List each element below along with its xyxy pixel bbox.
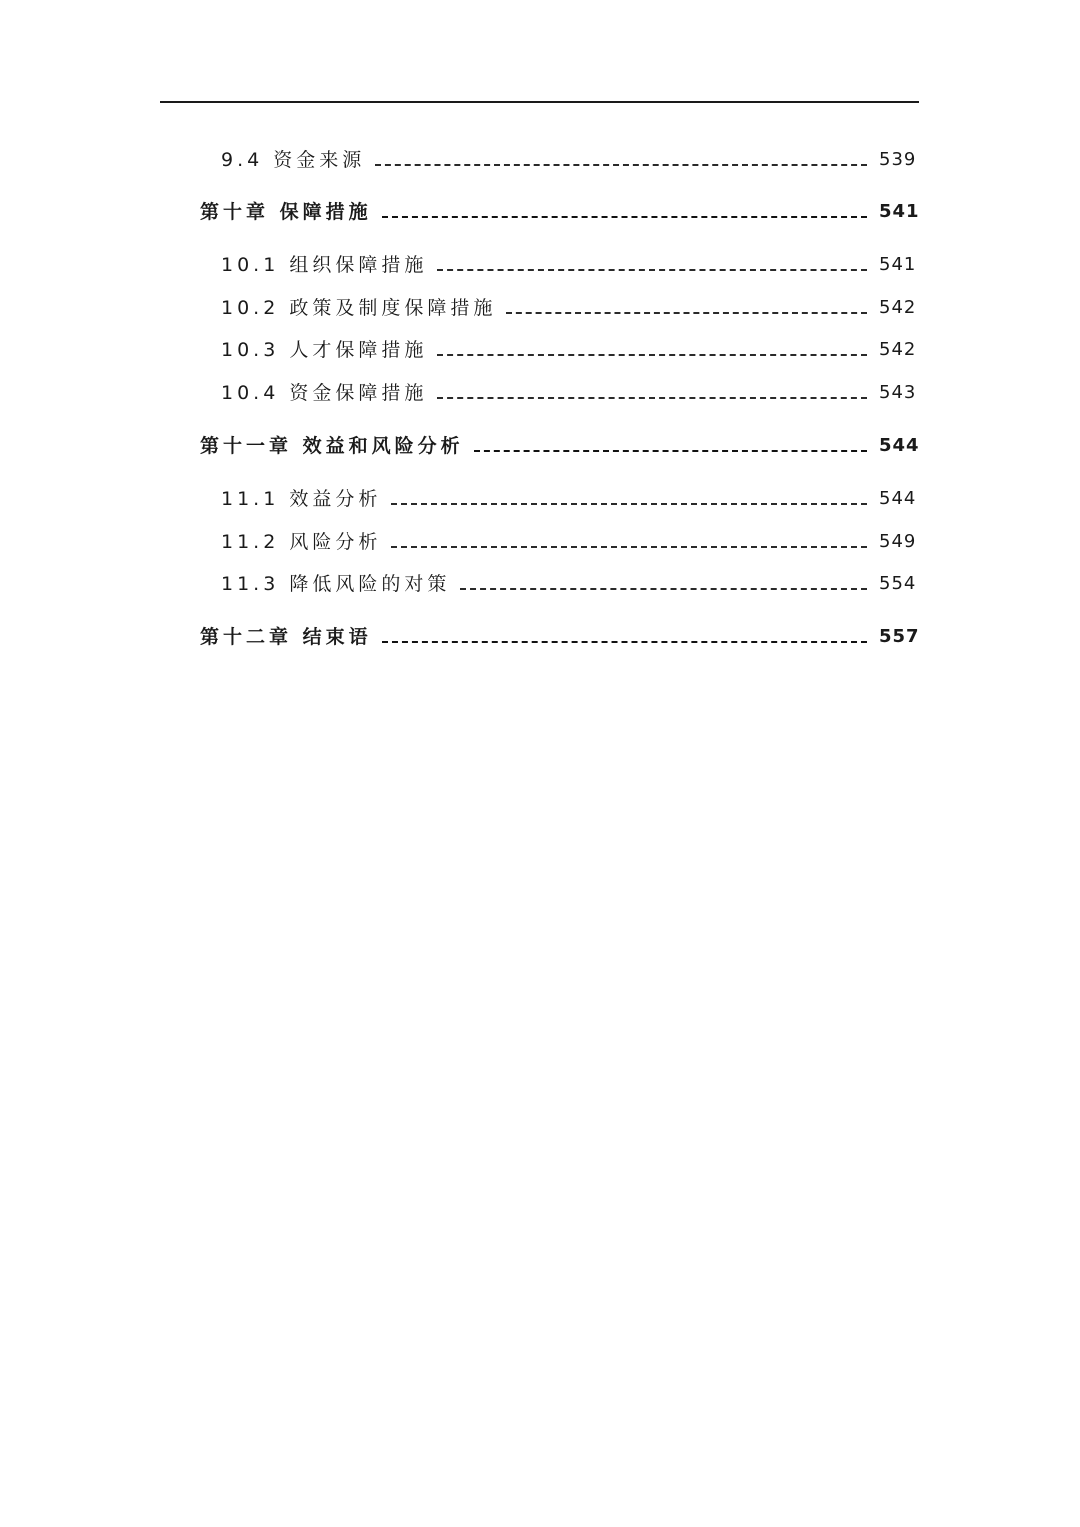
toc-entry-10-4[interactable] [200,361,915,404]
toc-chapter-label: 第十二章 结束语 [200,626,372,648]
toc-leader-line [382,641,867,643]
toc-entry-10-2[interactable] [200,276,915,319]
toc-leader-line [391,546,867,548]
toc-leader-line [460,588,867,590]
toc-entry-label: 9.4 资金来源 [221,148,366,171]
toc-entry-9-4[interactable] [200,128,915,171]
toc-leader-line [437,269,867,271]
toc-entry-label: 10.2 政策及制度保障措施 [221,296,497,319]
toc-entry-page: 544 [879,488,917,509]
toc-entry-label: 11.1 效益分析 [221,488,382,510]
toc-entry-11-3[interactable] [200,553,915,596]
toc-entry-label: 11.2 风险分析 [221,530,382,553]
toc-entry-10-3[interactable] [200,319,915,362]
toc-leader-line [375,164,867,166]
toc-leader-line [437,397,867,399]
header-rule [160,101,919,103]
toc-chapter-12[interactable] [200,595,920,648]
toc-entry-page: 542 [879,339,917,360]
toc-chapter-label: 第十章 保障措施 [200,200,372,223]
toc-leader-line [506,312,867,314]
toc-chapter-page: 557 [879,626,920,647]
toc-entry-label: 10.1 组织保障措施 [221,254,428,276]
toc-leader-line [437,354,867,356]
toc-entry-page: 539 [879,148,917,170]
toc-leader-line [391,503,867,505]
toc-entry-page: 549 [879,530,917,552]
toc-chapter-page: 541 [879,200,920,222]
toc-entry-label: 10.3 人才保障措施 [221,339,428,361]
table-of-contents [200,128,920,648]
toc-leader-line [382,216,867,218]
toc-entry-page: 554 [879,573,917,594]
toc-leader-line [474,450,867,452]
toc-chapter-page: 544 [879,434,920,456]
toc-chapter-label: 第十一章 效益和风险分析 [200,434,464,457]
toc-entry-page: 542 [879,296,917,318]
toc-entry-page: 541 [879,254,917,275]
toc-entry-11-2[interactable] [200,510,915,553]
toc-chapter-10[interactable] [200,171,920,223]
toc-entry-label: 10.4 资金保障措施 [221,381,428,404]
toc-entry-page: 543 [879,381,917,403]
toc-entry-11-1[interactable] [200,468,915,511]
toc-entry-label: 11.3 降低风险的对策 [221,573,451,595]
toc-entry-10-1[interactable] [200,234,915,277]
toc-chapter-11[interactable] [200,404,920,457]
